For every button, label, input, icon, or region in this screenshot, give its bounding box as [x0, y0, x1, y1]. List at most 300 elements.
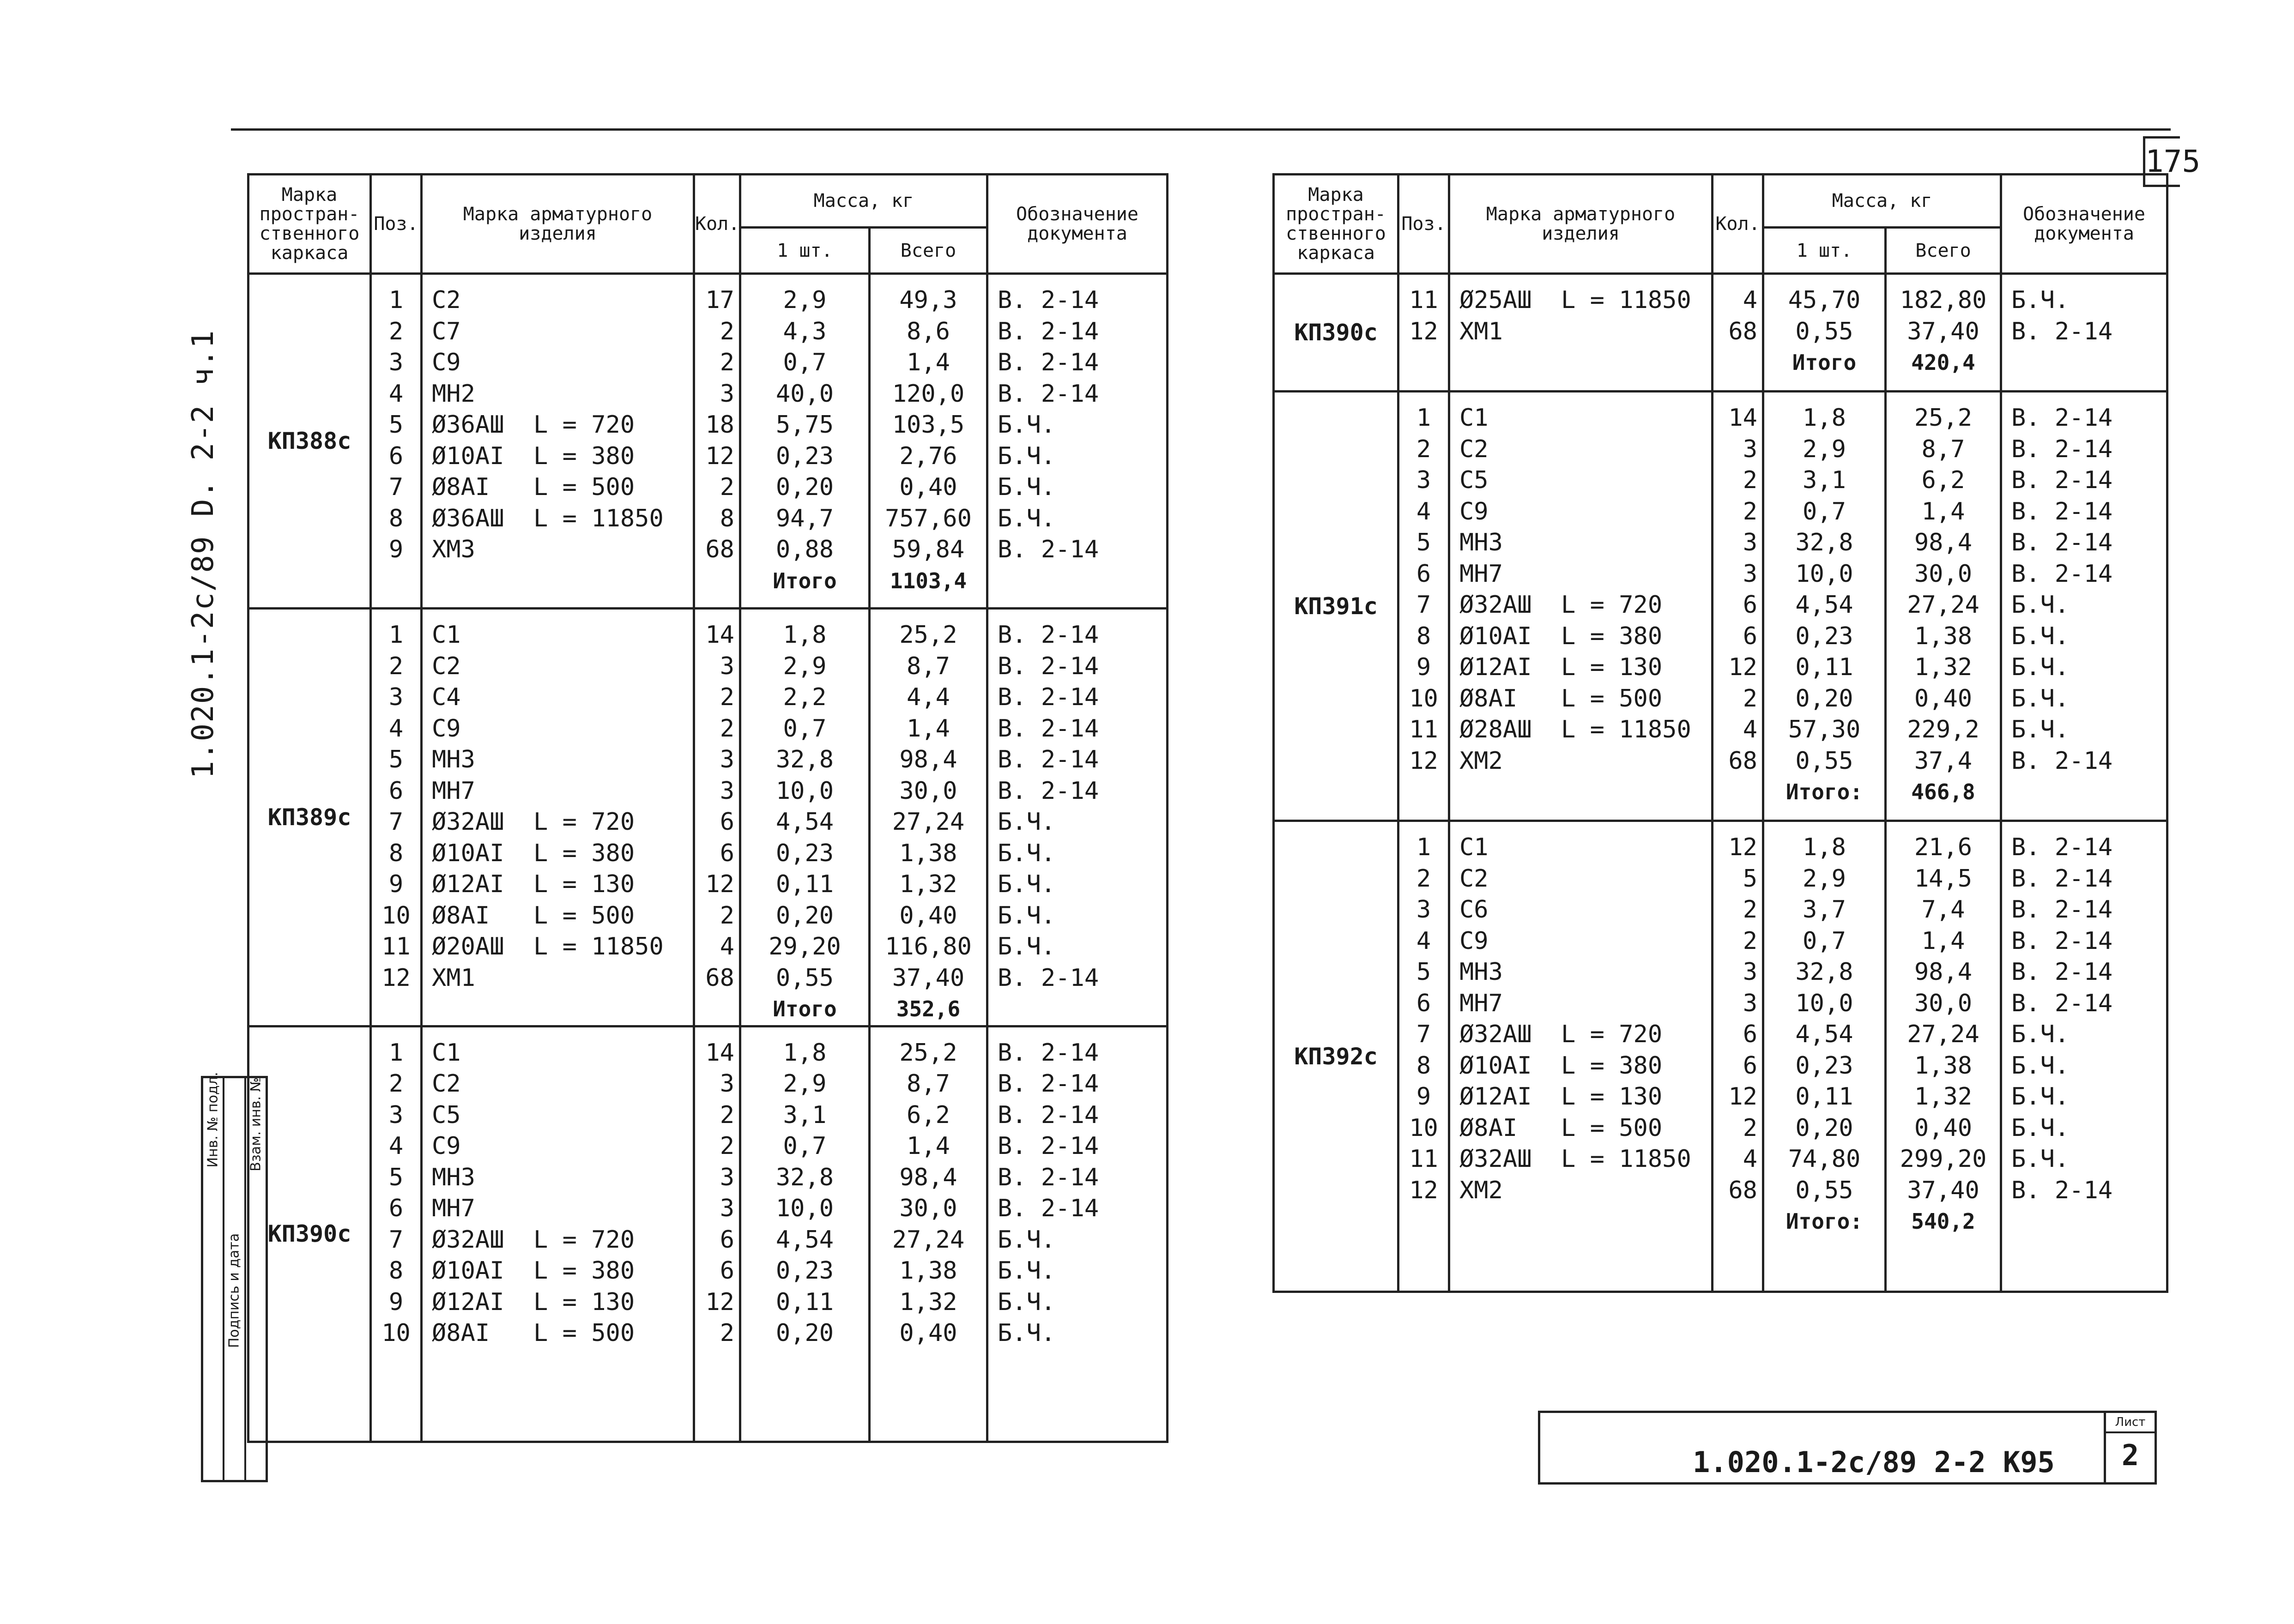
item-cell — [423, 931, 693, 963]
mass-total-cell: 8,6 — [907, 317, 950, 345]
item-mark: C2 — [432, 286, 461, 314]
qty-cell: 2 — [1743, 1114, 1757, 1142]
item-cell — [423, 347, 693, 379]
item-mark: C1 — [1459, 833, 1489, 861]
pos-cell: 6 — [388, 1195, 404, 1222]
mass-total-cell: 116,80 — [885, 933, 972, 960]
pos-cell: 4 — [388, 714, 404, 743]
mass-total-cell: 14,5 — [1914, 864, 1973, 893]
pos-cell: 2 — [388, 317, 404, 345]
item-length: L = 500 — [1561, 684, 1663, 712]
item-cell — [423, 441, 693, 472]
pos-cell: 1 — [388, 286, 404, 314]
qty-cell: 3 — [720, 777, 734, 805]
qty-cell: 4 — [1743, 1145, 1757, 1173]
header-mass: Масса, кг — [1763, 175, 2001, 228]
item-cell — [423, 713, 693, 745]
item-mark: Ø8АI — [1459, 684, 1518, 712]
qty-cell: 3 — [720, 380, 734, 408]
doc-cell: В. 2-14 — [998, 746, 1099, 773]
doc-cell: В. 2-14 — [2011, 958, 2113, 986]
mass-one-cell: 0,20 — [775, 1319, 834, 1347]
mass-one-cell: 0,55 — [1795, 317, 1853, 345]
stamp-label-sign: Подпись и дата — [226, 1233, 242, 1348]
item-length: L = 500 — [533, 901, 635, 930]
mass-total-cell: 1,32 — [1914, 653, 1973, 681]
header-mass: Масса, кг — [740, 175, 987, 228]
header-pos: Поз. — [1398, 175, 1449, 274]
pos-cell: 8 — [1416, 622, 1431, 650]
pos-cell: 11 — [1409, 286, 1438, 314]
mass-one-cell: 74,80 — [1788, 1145, 1861, 1173]
mass-one-cell: 10,0 — [1795, 989, 1853, 1017]
mass-total-cell: 1,38 — [1914, 1051, 1973, 1080]
doc-cell: В. 2-14 — [998, 714, 1099, 743]
item-mark: Ø32АШ — [1459, 591, 1532, 619]
mass-one-cell: 10,0 — [1795, 560, 1853, 588]
mass-total-cell: 27,24 — [1907, 591, 1979, 619]
mass-total-cell: 59,84 — [892, 536, 965, 563]
item-length: L = 380 — [1561, 622, 1663, 650]
mass-one-cell: 2,2 — [783, 683, 827, 711]
mass-one-cell: 32,8 — [775, 746, 834, 773]
qty-cell: 12 — [1728, 1083, 1757, 1111]
total-value: 540,2 — [1911, 1209, 1975, 1234]
item-length: L = 500 — [533, 1319, 635, 1347]
mass-total-cell: 1,4 — [1921, 497, 1965, 525]
qty-cell: 2 — [720, 473, 734, 501]
mass-one-cell: 4,54 — [1795, 1020, 1853, 1048]
item-mark: ХМ3 — [432, 536, 475, 563]
mass-total-cell: 1,38 — [899, 839, 957, 867]
doc-cell: В. 2-14 — [998, 777, 1099, 805]
item-length: L = 380 — [533, 1257, 635, 1285]
doc-cell-column — [2001, 821, 2167, 1292]
item-length: L = 380 — [533, 442, 635, 470]
pos-cell: 5 — [388, 746, 404, 773]
item-cell — [423, 410, 693, 441]
mass-one-cell: 10,0 — [775, 777, 834, 805]
item-mark: ХМ1 — [432, 964, 475, 992]
item-mark: МН3 — [1459, 958, 1503, 986]
item-length: L = 11850 — [533, 933, 664, 960]
doc-cell: В. 2-14 — [998, 652, 1099, 680]
item-mark: Ø10АI — [1459, 1051, 1532, 1080]
doc-cell: В. 2-14 — [998, 1070, 1099, 1098]
item-length: L = 130 — [1561, 1083, 1663, 1111]
qty-cell-column — [694, 274, 740, 609]
item-cell — [423, 1038, 693, 1069]
stamp-col-sign — [224, 1078, 246, 1480]
doc-cell: Б.Ч. — [2011, 622, 2070, 650]
item-length: L = 720 — [533, 1226, 635, 1254]
doc-cell: Б.Ч. — [998, 411, 1056, 439]
item-cell-column — [422, 609, 694, 1026]
mass-total-cell: 98,4 — [899, 1163, 957, 1191]
mass-total-cell: 8,7 — [907, 652, 950, 680]
top-rule — [231, 128, 2171, 131]
item-cell — [1450, 496, 1711, 528]
item-cell — [423, 1162, 693, 1194]
mass-one-cell: 3,7 — [1803, 896, 1846, 924]
mass-total-cell: 37,4 — [1914, 747, 1973, 775]
mass-one-cell: 32,8 — [775, 1163, 834, 1191]
qty-cell: 3 — [720, 1163, 734, 1191]
mass-one-cell-column — [740, 1026, 870, 1442]
doc-cell: Б.Ч. — [998, 839, 1056, 867]
doc-cell-column — [987, 609, 1168, 1026]
mass-one-cell: 0,20 — [1795, 1114, 1853, 1142]
item-length: L = 720 — [1561, 591, 1663, 619]
side-title: 1.020.1-2c/89 D. 2-2 ч.1 — [186, 329, 220, 779]
qty-cell: 2 — [1743, 896, 1757, 924]
mass-one-cell: 45,70 — [1788, 286, 1861, 314]
mass-total-cell: 103,5 — [892, 411, 965, 439]
mass-total-cell: 120,0 — [892, 380, 965, 408]
doc-cell: В. 2-14 — [998, 349, 1099, 376]
mass-total-cell-column — [1886, 392, 2001, 821]
item-mark: Ø12АI — [432, 1288, 504, 1316]
qty-cell-column — [694, 1026, 740, 1442]
item-mark: МН7 — [432, 777, 475, 805]
qty-cell: 12 — [705, 870, 734, 898]
qty-cell: 6 — [1743, 622, 1757, 650]
frame-mark: КП388с — [248, 274, 371, 609]
pos-cell: 11 — [1409, 1145, 1438, 1173]
doc-cell: В. 2-14 — [2011, 435, 2113, 463]
item-mark: МН3 — [432, 1163, 475, 1191]
pos-cell: 3 — [388, 683, 404, 711]
item-mark: C1 — [432, 1038, 461, 1067]
pos-cell: 7 — [1416, 591, 1431, 619]
mass-one-cell: 4,3 — [783, 317, 827, 345]
qty-cell: 2 — [720, 317, 734, 345]
item-mark: C9 — [432, 1132, 461, 1160]
pos-cell: 7 — [388, 473, 404, 501]
pos-cell: 8 — [1416, 1051, 1431, 1080]
mass-total-cell: 21,6 — [1914, 833, 1973, 861]
mass-one-cell: 1,8 — [1803, 833, 1846, 861]
frame-mark: КП390с — [248, 1026, 371, 1442]
doc-cell: В. 2-14 — [2011, 747, 2113, 775]
item-length: L = 720 — [533, 808, 635, 836]
mass-one-cell: 57,30 — [1788, 716, 1861, 743]
pos-cell: 6 — [1416, 560, 1431, 588]
mass-one-cell: 0,23 — [1795, 622, 1853, 650]
mass-total-cell: 30,0 — [899, 1195, 957, 1222]
qty-cell: 6 — [720, 1257, 734, 1285]
mass-total-cell: 0,40 — [899, 901, 957, 930]
total-value: 466,8 — [1911, 779, 1975, 804]
item-cell — [1450, 590, 1711, 621]
doc-cell-column — [2001, 274, 2167, 392]
doc-cell: В. 2-14 — [998, 964, 1099, 992]
item-cell-column — [1449, 274, 1713, 392]
mass-total-cell: 49,3 — [899, 286, 957, 314]
item-cell — [423, 1256, 693, 1287]
item-cell — [1450, 1113, 1711, 1144]
qty-cell: 2 — [1743, 684, 1757, 712]
item-mark: Ø12АI — [432, 870, 504, 898]
mass-one-cell: 1,8 — [783, 621, 827, 649]
pos-cell: 5 — [1416, 958, 1431, 986]
item-cell — [423, 472, 693, 503]
pos-cell: 10 — [1409, 684, 1438, 712]
qty-cell: 3 — [1743, 560, 1757, 588]
item-length: L = 11850 — [1561, 1145, 1691, 1173]
item-mark: МН2 — [432, 380, 475, 408]
mass-total-cell: 98,4 — [1914, 958, 1973, 986]
doc-cell: В. 2-14 — [2011, 927, 2113, 955]
header-doc: Обозначение документа — [987, 175, 1168, 274]
qty-cell: 14 — [705, 621, 734, 649]
mass-one-cell: 32,8 — [1795, 958, 1853, 986]
item-cell — [423, 1287, 693, 1318]
mass-total-cell: 37,40 — [892, 964, 965, 992]
header-doc: Обозначение документа — [2001, 175, 2167, 274]
qty-cell: 12 — [705, 442, 734, 470]
mass-one-cell-column — [1763, 392, 1886, 821]
item-mark: Ø10АI — [1459, 622, 1532, 650]
pos-cell-column — [1398, 392, 1449, 821]
item-cell — [1450, 894, 1711, 926]
item-mark: C2 — [432, 652, 461, 680]
qty-cell: 3 — [1743, 435, 1757, 463]
qty-cell: 2 — [720, 901, 734, 930]
item-cell — [423, 379, 693, 410]
mass-total-cell-column — [870, 1026, 987, 1442]
mass-total-cell: 1,38 — [1914, 622, 1973, 650]
item-length: L = 11850 — [1561, 716, 1691, 743]
mass-total-cell: 30,0 — [899, 777, 957, 805]
qty-cell: 68 — [1728, 317, 1757, 345]
pos-cell: 9 — [388, 1288, 404, 1316]
mass-one-cell-column — [740, 609, 870, 1026]
mass-total-cell: 6,2 — [1921, 466, 1965, 494]
mass-total-cell-column — [1886, 821, 2001, 1292]
doc-cell: В. 2-14 — [2011, 989, 2113, 1017]
total-label: Итого: — [1786, 1209, 1863, 1234]
doc-cell: В. 2-14 — [2011, 317, 2113, 345]
qty-cell: 6 — [1743, 591, 1757, 619]
pos-cell: 6 — [388, 777, 404, 805]
item-cell — [423, 1193, 693, 1225]
mass-one-cell: 0,11 — [775, 1288, 834, 1316]
doc-cell: Б.Ч. — [998, 933, 1056, 960]
item-mark: МН3 — [432, 746, 475, 773]
mass-one-cell: 0,7 — [1803, 497, 1846, 525]
doc-cell: В. 2-14 — [998, 1195, 1099, 1222]
item-mark: C5 — [1459, 466, 1489, 494]
doc-cell: Б.Ч. — [998, 504, 1056, 532]
item-cell — [423, 744, 693, 776]
item-mark: МН7 — [1459, 560, 1503, 588]
frame-mark: КП390с — [1274, 274, 1398, 392]
qty-cell: 68 — [1728, 747, 1757, 775]
group-row — [248, 274, 1168, 609]
group-row — [248, 609, 1168, 1026]
pos-cell: 6 — [1416, 989, 1431, 1017]
item-mark: C2 — [1459, 435, 1489, 463]
item-mark: ХМ1 — [1459, 317, 1503, 345]
item-mark: ХМ2 — [1459, 747, 1503, 775]
doc-cell: В. 2-14 — [2011, 466, 2113, 494]
item-cell-column — [1449, 821, 1713, 1292]
sheet-label: Лист — [2106, 1413, 2155, 1433]
pos-cell: 4 — [1416, 927, 1431, 955]
total-label: Итого — [1792, 350, 1857, 375]
pos-cell: 3 — [388, 1101, 404, 1129]
mass-one-cell: 0,11 — [775, 870, 834, 898]
item-cell — [1450, 988, 1711, 1020]
doc-cell: Б.Ч. — [2011, 653, 2070, 681]
item-cell — [1450, 1144, 1711, 1175]
pos-cell: 3 — [388, 349, 404, 376]
pos-cell: 10 — [381, 1319, 411, 1347]
mass-total-cell: 98,4 — [1914, 529, 1973, 556]
item-length: L = 130 — [533, 870, 635, 898]
qty-cell: 2 — [720, 349, 734, 376]
mass-one-cell: 1,8 — [783, 1038, 827, 1067]
item-cell — [423, 651, 693, 682]
doc-cell: Б.Ч. — [2011, 1051, 2070, 1080]
qty-cell: 2 — [720, 683, 734, 711]
qty-cell: 6 — [720, 808, 734, 836]
item-mark: C9 — [1459, 927, 1489, 955]
mass-one-cell: 0,11 — [1795, 653, 1853, 681]
mass-one-cell: 0,55 — [775, 964, 834, 992]
item-cell — [423, 1069, 693, 1100]
pos-cell: 2 — [1416, 864, 1431, 893]
mass-one-cell: 0,23 — [775, 1257, 834, 1285]
item-cell — [423, 838, 693, 869]
item-cell — [1450, 621, 1711, 652]
pos-cell: 7 — [388, 808, 404, 836]
item-length: L = 130 — [533, 1288, 635, 1316]
item-cell — [1450, 527, 1711, 559]
mass-total-cell-column — [870, 609, 987, 1026]
group-row — [1274, 274, 2167, 392]
pos-cell: 9 — [1416, 1083, 1431, 1111]
pos-cell: 4 — [388, 1132, 404, 1160]
item-mark: Ø8АI — [432, 473, 490, 501]
qty-cell-column — [1713, 821, 1763, 1292]
qty-cell-column — [694, 609, 740, 1026]
item-cell — [423, 1100, 693, 1131]
header-item: Марка арматурного изделия — [1449, 175, 1713, 274]
item-mark: МН7 — [432, 1195, 475, 1222]
pos-cell: 5 — [388, 411, 404, 439]
item-cell — [1450, 403, 1711, 434]
pos-cell: 1 — [388, 1038, 404, 1067]
mass-one-cell: 0,55 — [1795, 747, 1853, 775]
mass-one-cell: 1,8 — [1803, 404, 1846, 432]
item-cell — [1450, 1050, 1711, 1082]
mass-one-cell: 2,9 — [783, 286, 827, 314]
item-mark: Ø32АШ — [432, 1226, 504, 1254]
qty-cell: 6 — [720, 839, 734, 867]
mass-one-cell: 4,54 — [1795, 591, 1853, 619]
doc-cell: Б.Ч. — [998, 901, 1056, 930]
doc-cell: В. 2-14 — [2011, 560, 2113, 588]
item-mark: МН3 — [1459, 529, 1503, 556]
pos-cell-column — [371, 609, 422, 1026]
doc-cell: В. 2-14 — [998, 683, 1099, 711]
item-mark: Ø36АШ — [432, 411, 504, 439]
item-mark: ХМ2 — [1459, 1176, 1503, 1204]
mass-total-cell: 6,2 — [907, 1101, 950, 1129]
mass-total-cell: 757,60 — [885, 504, 972, 532]
doc-cell: Б.Ч. — [998, 1288, 1056, 1316]
mass-total-cell: 1,32 — [899, 870, 957, 898]
item-cell — [423, 776, 693, 807]
doc-cell: В. 2-14 — [2011, 1176, 2113, 1204]
left-spec-table — [247, 173, 1168, 1443]
mass-one-cell: 3,1 — [1803, 466, 1846, 494]
qty-cell: 3 — [720, 652, 734, 680]
item-cell-column — [422, 1026, 694, 1442]
pos-cell: 8 — [388, 1257, 404, 1285]
item-length: L = 500 — [1561, 1114, 1663, 1142]
doc-cell: Б.Ч. — [998, 870, 1056, 898]
item-mark: Ø12АI — [1459, 1083, 1532, 1111]
sheet-value: 2 — [2121, 1438, 2139, 1472]
frame-mark: КП391с — [1274, 392, 1398, 821]
qty-cell: 5 — [1743, 864, 1757, 893]
pos-cell: 2 — [1416, 435, 1431, 463]
sheet-number: 175 — [2143, 136, 2180, 187]
doc-cell: В. 2-14 — [2011, 833, 2113, 861]
item-cell — [1450, 434, 1711, 465]
total-label: Итого — [773, 568, 837, 593]
header-pos: Поз. — [371, 175, 422, 274]
qty-cell-column — [1713, 274, 1763, 392]
doc-cell: В. 2-14 — [998, 1038, 1099, 1067]
doc-cell-column — [987, 1026, 1168, 1442]
header-mass-total: Всего — [870, 228, 987, 274]
item-cell — [423, 900, 693, 932]
header-qty: Кол. — [1713, 175, 1763, 274]
frame-mark: КП389с — [248, 609, 371, 1026]
doc-cell: Б.Ч. — [2011, 684, 2070, 712]
mass-total-cell: 0,40 — [1914, 1114, 1973, 1142]
mass-one-cell: 40,0 — [775, 380, 834, 408]
item-mark: Ø10АI — [432, 442, 504, 470]
pos-cell: 9 — [1416, 653, 1431, 681]
frame-mark: КП392с — [1274, 821, 1398, 1292]
doc-cell-column — [2001, 392, 2167, 821]
item-mark: C6 — [1459, 896, 1489, 924]
mass-total-cell: 25,2 — [1914, 404, 1973, 432]
pos-cell: 8 — [388, 839, 404, 867]
mass-total-cell: 25,2 — [899, 621, 957, 649]
pos-cell: 12 — [1409, 317, 1438, 345]
mass-one-cell: 0,7 — [783, 349, 827, 376]
mass-one-cell: 0,7 — [783, 1132, 827, 1160]
doc-cell: Б.Ч. — [2011, 286, 2070, 314]
item-mark: МН7 — [1459, 989, 1503, 1017]
item-mark: Ø32АШ — [1459, 1020, 1532, 1048]
mass-one-cell: 10,0 — [775, 1195, 834, 1222]
item-mark: Ø32АШ — [432, 808, 504, 836]
item-cell — [1450, 316, 1711, 348]
item-mark: Ø8АI — [432, 901, 490, 930]
mass-one-cell: 2,9 — [1803, 435, 1846, 463]
qty-cell: 68 — [1728, 1176, 1757, 1204]
group-row — [248, 1026, 1168, 1442]
mass-total-cell: 0,40 — [1914, 684, 1973, 712]
doc-cell: В. 2-14 — [998, 380, 1099, 408]
